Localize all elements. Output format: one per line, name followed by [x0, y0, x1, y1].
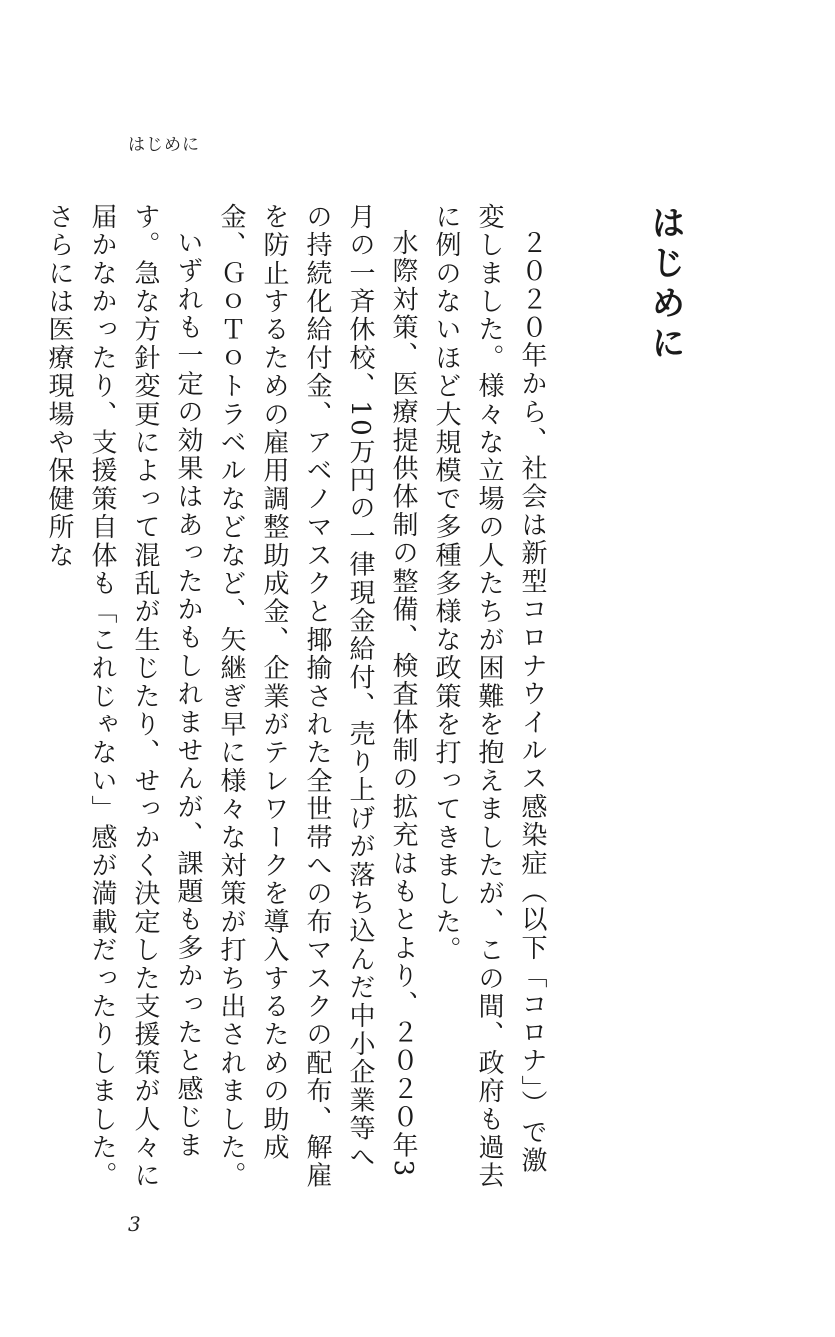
paragraph-2: 水際対策、医療提供体制の整備、検査体制の拡充はもとより、２０２０年3月の一斉休校、10万円の一律現金給付、売り上げが落ち込んだ中小企業等への持続化給付金、アベノマスクと揶揄された全世帯への布マスクの配布、解雇を防止するための雇用調整助成金、企業がテレワークを導入するための助成金、ＧｏＴｏトラベルなどなど、矢継ぎ早に様々な対策が打ち出されました。 — [216, 203, 418, 1190]
paragraph-3: いずれも一定の効果はあったかもしれませんが、課題も多かったと感じます。急な方針変更によって混乱が生じたり、せっかく決定した支援策が人々に届かなかったり、支援策自体も「これじゃない」感が満載だったりしました。さらには医療現場や保健所な — [44, 203, 203, 1190]
page-number: 3 — [128, 1212, 141, 1236]
chapter-title: はじめに — [645, 205, 685, 365]
running-head: はじめに — [128, 135, 200, 155]
body-text — [37, 203, 553, 1193]
paragraph-1: ２０２０年から、社会は新型コロナウイルス感染症（以下「コロナ」）で激変しました。様々な立場の人たちが困難を抱えましたが、この間、政府も過去に例のないほど大規模で多種多様な政策を打ってきました。 — [431, 203, 547, 1190]
